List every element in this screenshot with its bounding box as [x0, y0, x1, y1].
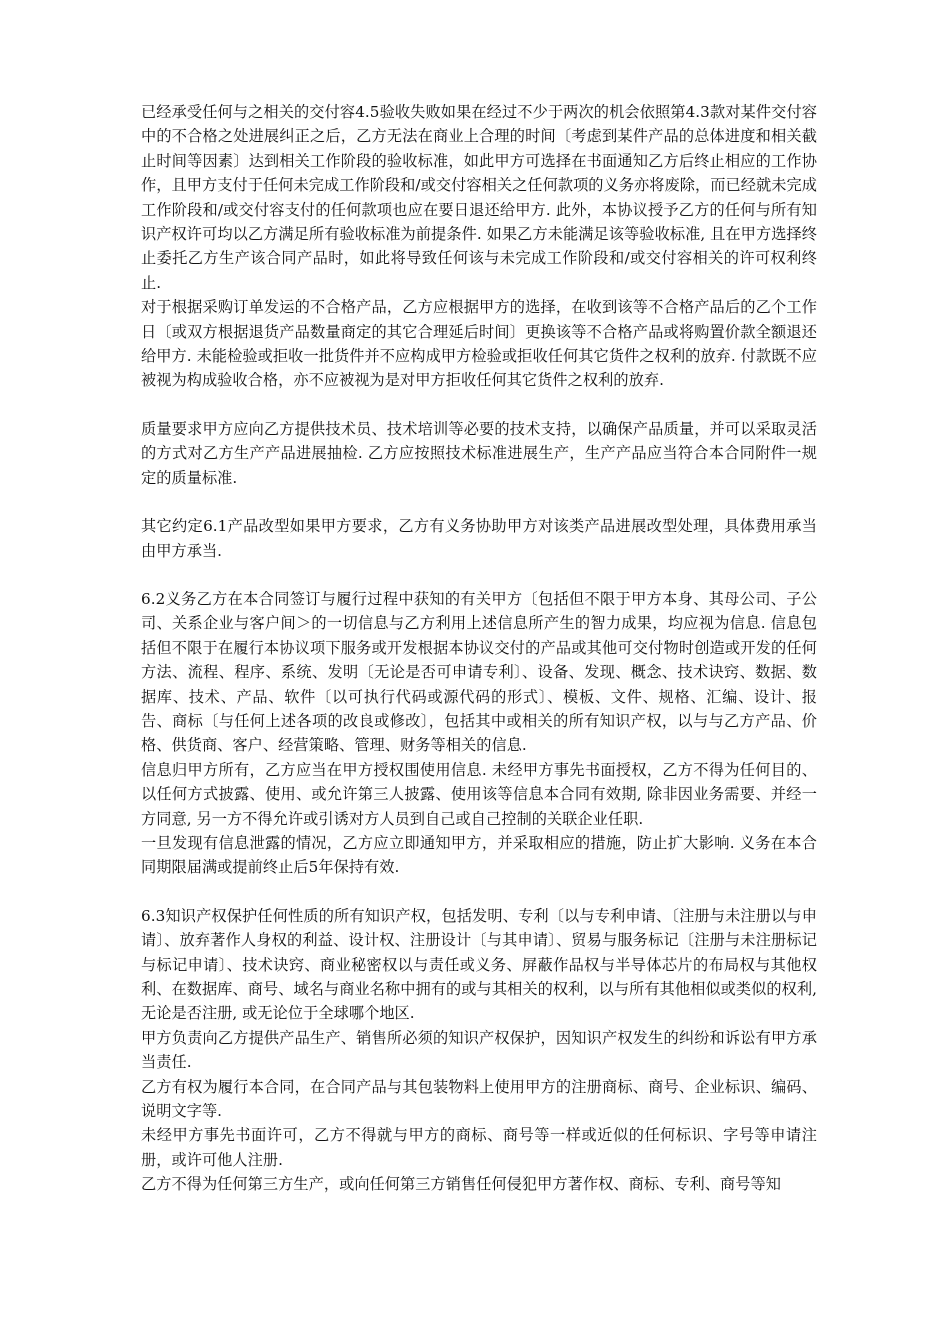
paragraph-information-leak: 一旦发现有信息泄露的情况，乙方应立即通知甲方，并采取相应的措施，防止扩大影响. 义务在本合同期限届满或提前终止后5年保持有效. — [141, 833, 817, 877]
paragraph-gap — [141, 490, 817, 514]
paragraph-gap — [141, 563, 817, 587]
paragraph-confidentiality: 6.2义务乙方在本合同签订与履行过程中获知的有关甲方〔包括但不限于甲方本身、其母公司、子公司、关系企业与客户间＞的一切信息与乙方利用上述信息所产生的智力成果，均应视为信息. 信息包括但不限于在履行本协议项下服务或开发根据本协议交付的产品或其他可交付物时创造或开发的任何方法、流程、程序、系统、发明〔无论是否可申请专利〕、设备、发现、概念、技术诀窍、数据、数据库、技术、产品、软件〔以可执行代码或源代码的形式〕、模板、文件、规格、汇编、设计、报告、商标〔与任何上述各项的改良或修改〕，包括其中或相关的所有知识产权，以与与乙方产品、价格、供货商、客户、经营策略、管理、财务等相关的信息. — [141, 589, 817, 755]
paragraph-information-ownership: 信息归甲方所有，乙方应当在甲方授权围使用信息. 未经甲方事先书面授权，乙方不得为任何目的、以任何方式披露、使用、或允许第三人披露、使用该等信息本合同有效期, 除非因业务需要、并经一方同意, 另一方不得允许或引诱对方人员到自己或自己控制的关联企业任职. — [141, 760, 817, 828]
paragraph-gap — [141, 393, 817, 417]
paragraph-quality-requirements: 质量要求甲方应向乙方提供技术员、技术培训等必要的技术支持，以确保产品质量，并可以采取灵活的方式对乙方生产产品进展抽检. 乙方应按照技术标准进展生产，生产产品应当符合本合同附件一规定的质量标准. — [141, 419, 817, 487]
paragraph-gap — [141, 880, 817, 904]
paragraph-ip-responsibility: 甲方负责向乙方提供产品生产、销售所必须的知识产权保护，因知识产权发生的纠纷和诉讼有甲方承当责任. — [141, 1028, 817, 1072]
paragraph-ip-protection: 6.3知识产权保护任何性质的所有知识产权，包括发明、专利〔以与专利申请、〔注册与未注册以与申请〕、放弃著作人身权的利益、设计权、注册设计〔与其申请〕、贸易与服务标记〔注册与未注册标记与标记申请〕、技术诀窍、商业秘密权以与责任或义务、屏蔽作品权与半导体芯片的布局权与其他权利、在数据库、商号、域名与商业名称中拥有的或与其相关的权利，以与所有其他相似或类似的权利, 无论是否注册, 或无论位于全球哪个地区. — [141, 906, 817, 1023]
paragraph-product-modification: 其它约定6.1产品改型如果甲方要求，乙方有义务协助甲方对该类产品进展改型处理，具体费用承当由甲方承当. — [141, 517, 817, 560]
document-body — [141, 100, 817, 1197]
paragraph-third-party-restriction: 乙方不得为任何第三方生产，或向任何第三方销售任何侵犯甲方著作权、商标、专利、商号等知 — [141, 1175, 781, 1194]
paragraph-registration-restriction: 未经甲方事先书面许可，乙方不得就与甲方的商标、商号等一样或近似的任何标识、字号等申请注册，或许可他人注册. — [141, 1126, 817, 1169]
paragraph-acceptance-failure: 已经承受任何与之相关的交付容4.5验收失败如果在经过不少于两次的机会依照第4.3款对某件交付容中的不合格之处进展纠正之后，乙方无法在商业上合理的时间〔考虑到某件产品的总体进度和相关截止时间等因素〕达到相关工作阶段的验收标准，如此甲方可选择在书面通知乙方后终止相应的工作协作，且甲方支付于任何未完成工作阶段和/或交付容相关之任何款项的义务亦将废除，而已经就未完成工作阶段和/或交付容支付的任何款项也应在要日退还给甲方. 此外，本协议授予乙方的任何与所有知识产权许可均以乙方满足所有验收标准为前提条件. 如果乙方未能满足该等验收标准, 且在甲方选择终止委托乙方生产该合同产品时，如此将导致任何该与未完成工作阶段和/或交付容相关的许可权利终止. — [141, 103, 817, 292]
paragraph-trademark-use: 乙方有权为履行本合同，在合同产品与其包装物料上使用甲方的注册商标、商号、企业标识、编码、说明文字等. — [141, 1077, 817, 1121]
paragraph-nonconforming-products: 对于根据采购订单发运的不合格产品，乙方应根据甲方的选择，在收到该等不合格产品后的乙个工作日〔或双方根据退货产品数量商定的其它合理延后时间〕更换该等不合格产品或将购置价款全额退还给甲方. 未能检验或拒收一批货件并不应构成甲方检验或拒收任何其它货件之权利的放弃. 付款既不应被视为构成验收合格，亦不应被视为是对甲方拒收任何其它货件之权利的放弃. — [141, 298, 817, 390]
